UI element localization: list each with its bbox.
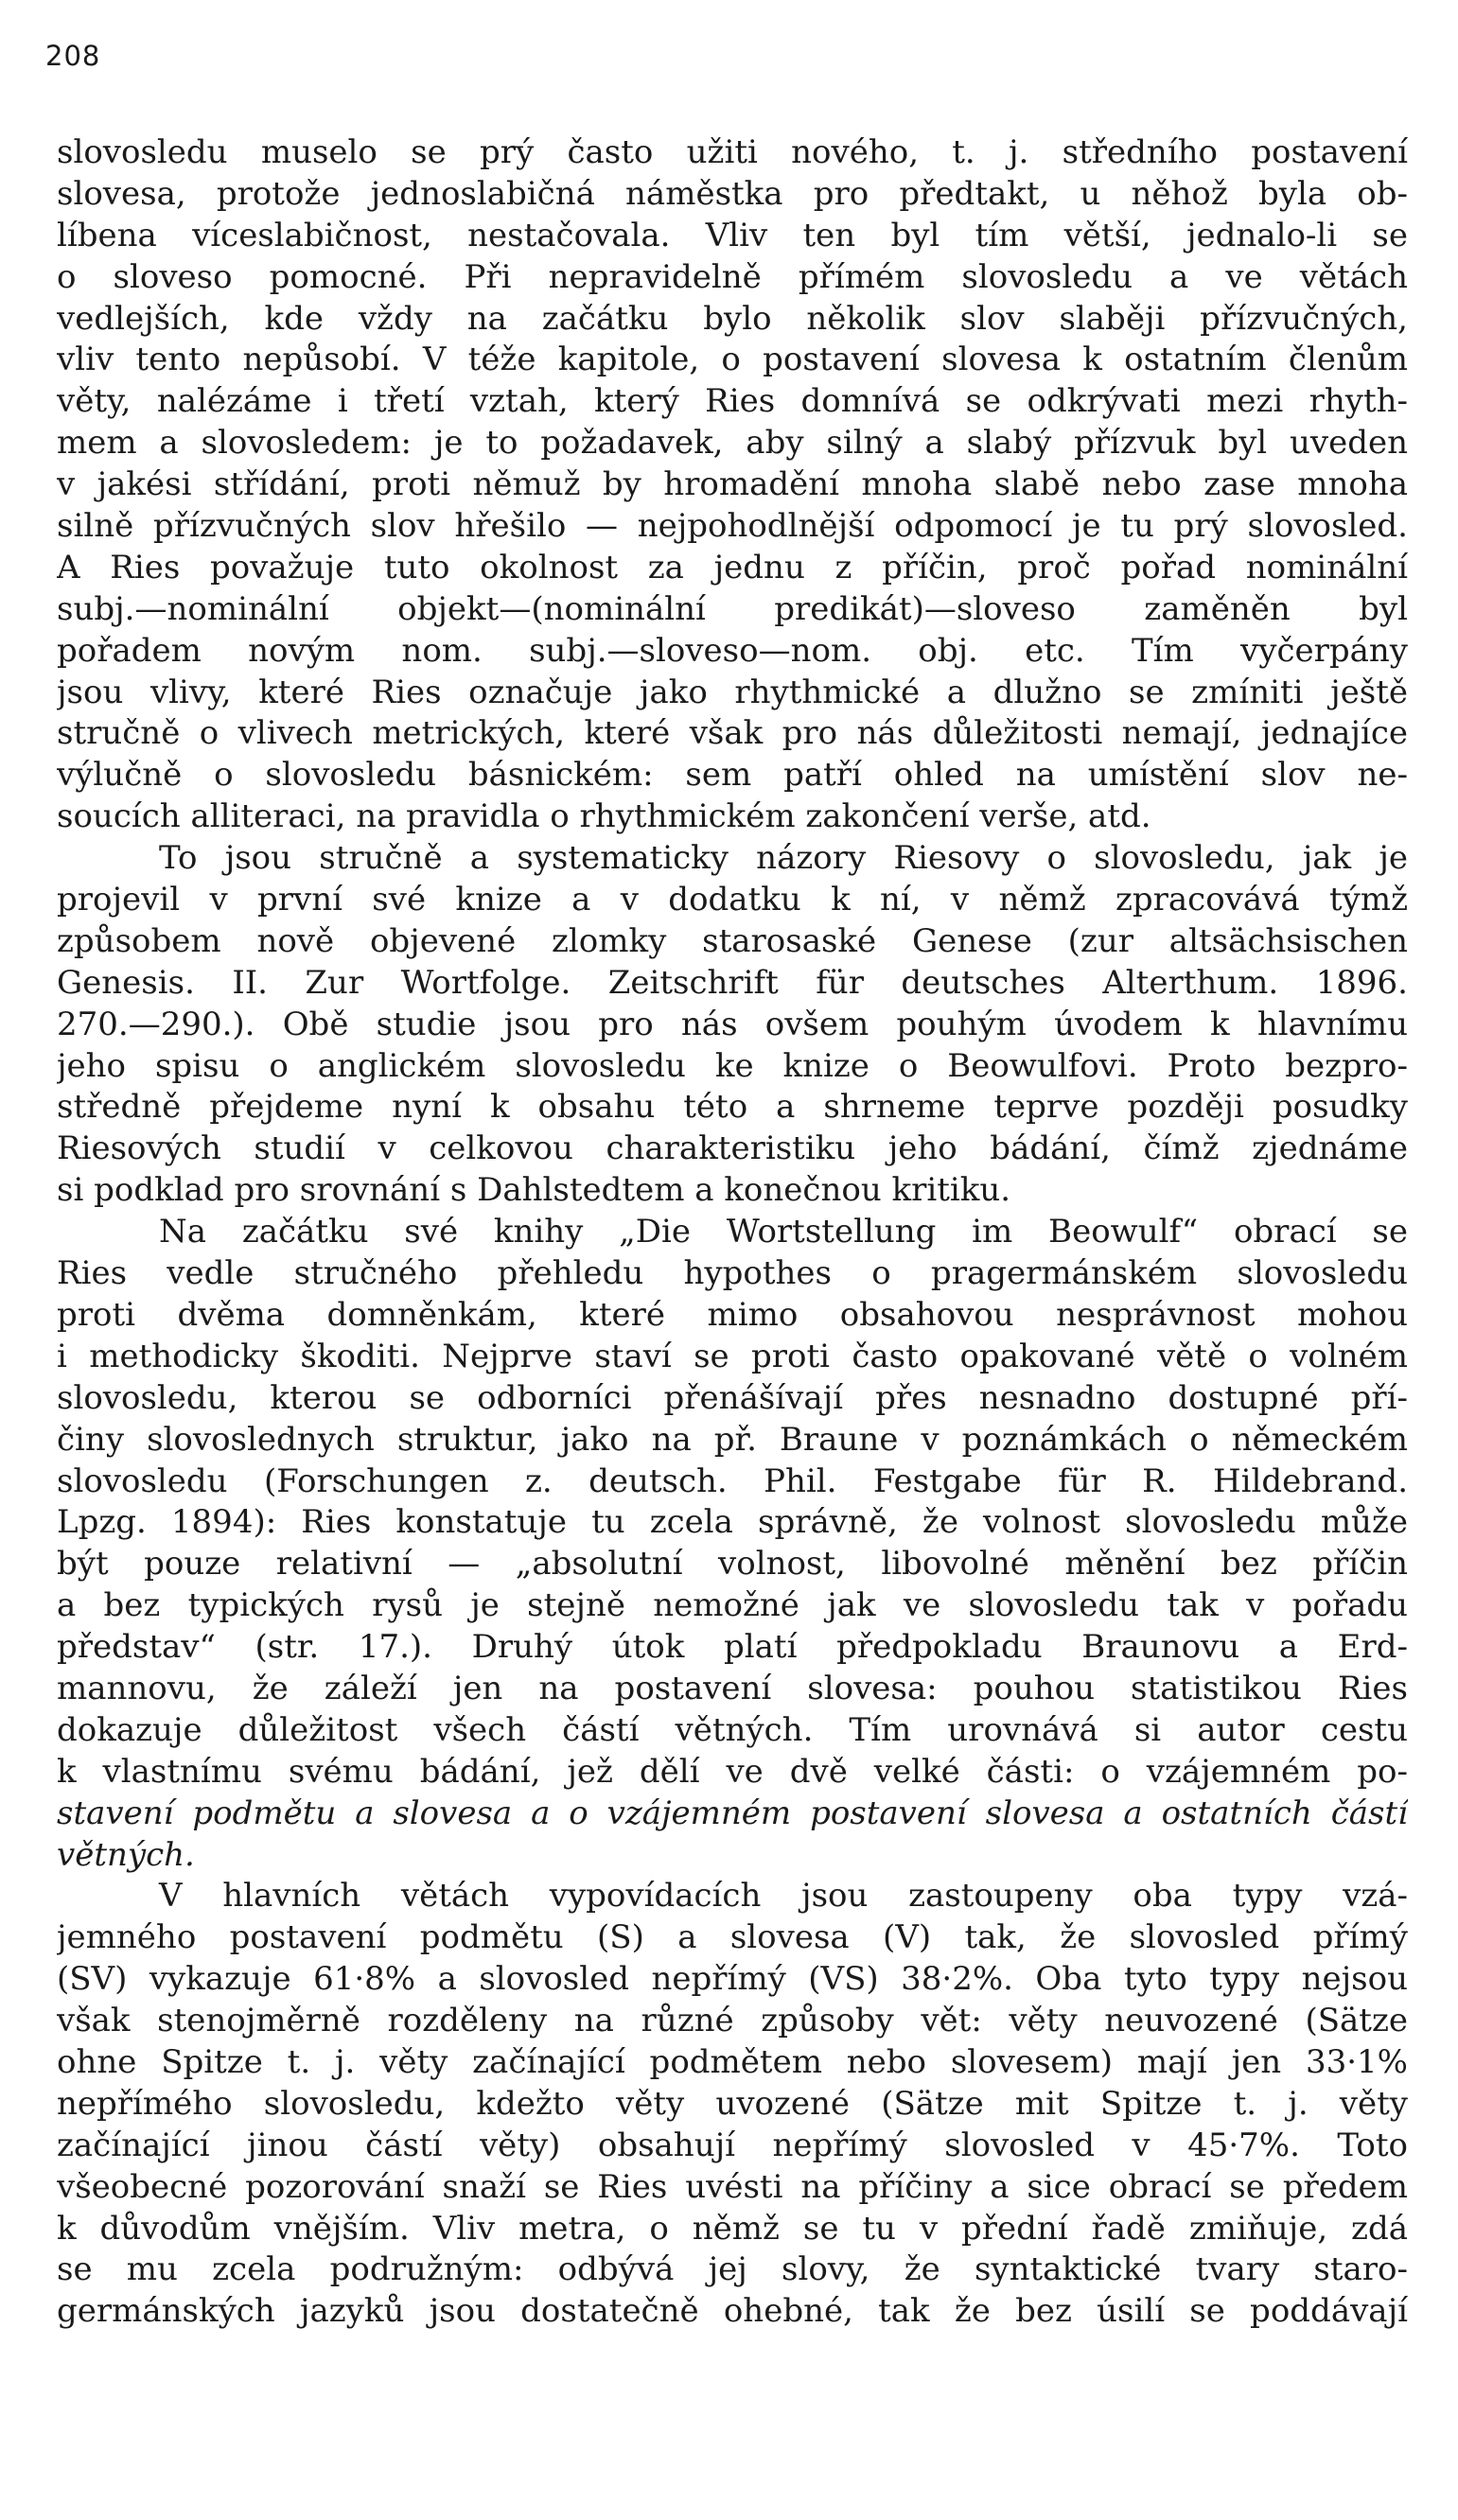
- text-line: nepřímého slovosledu, kdežto věty uvozené (Sätze mit Spitze t. j. věty: [57, 2084, 1408, 2123]
- text-line: stavení podmětu a slovesa a o vzájemném postavení slovesa a ostatních částí: [57, 1794, 1408, 1832]
- text-line: slovesa, protože jednoslabičná náměstka pro předtakt, u něhož byla ob-: [57, 174, 1408, 213]
- text-line: jemného postavení podmětu (S) a slovesa (V) tak, že slovosled přímý: [57, 1918, 1408, 1957]
- text-line: k důvodům vnějším. Vliv metra, o němž se tu v přední řadě zmiňuje, zdá: [57, 2209, 1408, 2248]
- text-line: k vlastnímu svému bádání, jež dělí ve dvě velké části: o vzájemném po-: [57, 1752, 1408, 1791]
- text-line: vliv tento nepůsobí. V téže kapitole, o postavení slovesa k ostatním členům: [57, 341, 1408, 379]
- text-line: slovosledu, kterou se odborníci přenášívají přes nesnadno dostupné pří-: [57, 1378, 1408, 1417]
- text-line: všeobecné pozorování snaží se Ries uvésti na příčiny a sice obrací se předem: [57, 2167, 1408, 2206]
- text-line: V hlavních větách vypovídacích jsou zastoupeny oba typy vzá-: [159, 1877, 1408, 1916]
- text-line: pořadem novým nom. subj.—sloveso—nom. obj. etc. Tím vyčerpány: [57, 631, 1408, 670]
- text-line: silně přízvučných slov hřešilo — nejpohodlnější odpomocí je tu prý slovosled.: [57, 507, 1408, 546]
- text-line: proti dvěma domněnkám, které mimo obsahovou nesprávnost mohou: [57, 1295, 1408, 1334]
- text-line: středně přejdeme nyní k obsahu této a shrneme teprve později posudky: [57, 1088, 1408, 1127]
- text-line: však stenojměrně rozděleny na různé způsoby vět: věty neuvozené (Sätze: [57, 2002, 1408, 2040]
- text-line: To jsou stručně a systematicky názory Riesovy o slovosledu, jak je: [159, 839, 1408, 878]
- text-line: i methodicky škoditi. Nejprve staví se proti často opakované větě o volném: [57, 1337, 1408, 1375]
- text-line: stručně o vlivech metrických, které však pro nás důležitosti nemají, jednajíce: [57, 714, 1408, 753]
- text-line: projevil v první své knize a v dodatku k ní, v němž zpracovává týmž: [57, 881, 1408, 919]
- text-line: činy slovoslednych struktur, jako na př. Braune v poznámkách o německém: [57, 1420, 1408, 1459]
- text-line: A Ries považuje tuto okolnost za jednu z příčin, proč pořad nominální: [57, 548, 1408, 586]
- text-line: ohne Spitze t. j. věty začínající podmětem nebo slovesem) mají jen 33·1%: [57, 2042, 1408, 2081]
- text-line: způsobem nově objevené zlomky starosaské Genese (zur altsächsischen: [57, 921, 1408, 960]
- text-line: Ries vedle stručného přehledu hypothes o pragermánském slovosledu: [57, 1254, 1408, 1293]
- text-line: se mu zcela podružným: odbývá jej slovy, že syntaktické tvary staro-: [57, 2250, 1408, 2289]
- text-line: Genesis. II. Zur Wortfolge. Zeitschrift für deutsches Alterthum. 1896.: [57, 963, 1408, 1002]
- text-line: subj.—nominální objekt—(nominální predikát)—sloveso zaměněn byl: [57, 589, 1408, 628]
- text-line: jsou vlivy, které Ries označuje jako rhythmické a dlužno se zmíniti ještě: [57, 673, 1408, 711]
- text-line: Na začátku své knihy „Die Wortstellung im Beowulf“ obrací se: [159, 1213, 1408, 1251]
- text-line: 270.—290.). Obě studie jsou pro nás ovšem pouhým úvodem k hlavnímu: [57, 1005, 1408, 1043]
- text-line: vedlejších, kde vždy na začátku bylo několik slov slaběji přízvučných,: [57, 299, 1408, 338]
- text-line: slovosledu (Forschungen z. deutsch. Phil. Festgabe für R. Hildebrand.: [57, 1461, 1408, 1500]
- text-line: jeho spisu o anglickém slovosledu ke knize o Beowulfovi. Proto bezpro-: [57, 1046, 1408, 1085]
- text-line: výlučně o slovosledu básnickém: sem patří ohled na umístění slov ne-: [57, 756, 1408, 795]
- text-line: o sloveso pomocné. Při nepravidelně přímém slovosledu a ve větách: [57, 257, 1408, 296]
- text-line: líbena víceslabičnost, nestačovala. Vliv ten byl tím větší, jednalo-li se: [57, 216, 1408, 254]
- text-line: dokazuje důležitost všech částí větných. Tím urovnává si autor cestu: [57, 1710, 1408, 1749]
- text-line: Lpzg. 1894): Ries konstatuje tu zcela správně, že volnost slovosledu může: [57, 1503, 1408, 1542]
- text-line: větných.: [57, 1835, 195, 1874]
- text-line: (SV) vykazuje 61·8% a slovosled nepřímý (VS) 38·2%. Oba tyto typy nejsou: [57, 1960, 1408, 1999]
- text-line: v jakési střídání, proti němuž by hromadění mnoha slabě nebo zase mnoha: [57, 465, 1408, 504]
- text-line: germánských jazyků jsou dostatečně ohebné, tak že bez úsilí se poddávají: [57, 2292, 1408, 2331]
- text-line: Riesových studií v celkovou charakteristiku jeho bádání, čímž zjednáme: [57, 1129, 1408, 1168]
- text-line: mem a slovosledem: je to požadavek, aby silný a slabý přízvuk byl uveden: [57, 424, 1408, 463]
- text-line: a bez typických rysů je stejně nemožné jak ve slovosledu tak v pořadu: [57, 1586, 1408, 1625]
- text-line: být pouze relativní — „absolutní volnost, libovolné měnění bez příčin: [57, 1545, 1408, 1584]
- text-line: soucích alliteraci, na pravidla o rhythmickém zakončení verše, atd.: [57, 797, 1151, 836]
- text-line: představ“ (str. 17.). Druhý útok platí předpokladu Braunovu a Erd-: [57, 1628, 1408, 1667]
- body-text: [57, 132, 1408, 2333]
- text-line: začínající jinou částí věty) obsahují nepřímý slovosled v 45·7%. Toto: [57, 2126, 1408, 2164]
- text-line: věty, nalézáme i třetí vztah, který Ries domnívá se odkrývati mezi rhyth-: [57, 382, 1408, 421]
- page-number: 208: [45, 40, 101, 72]
- text-line: si podklad pro srovnání s Dahlstedtem a konečnou kritiku.: [57, 1171, 1011, 1210]
- text-line: mannovu, že záleží jen na postavení slovesa: pouhou statistikou Ries: [57, 1669, 1408, 1707]
- text-line: slovosledu muselo se prý často užiti nového, t. j. středního postavení: [57, 133, 1408, 171]
